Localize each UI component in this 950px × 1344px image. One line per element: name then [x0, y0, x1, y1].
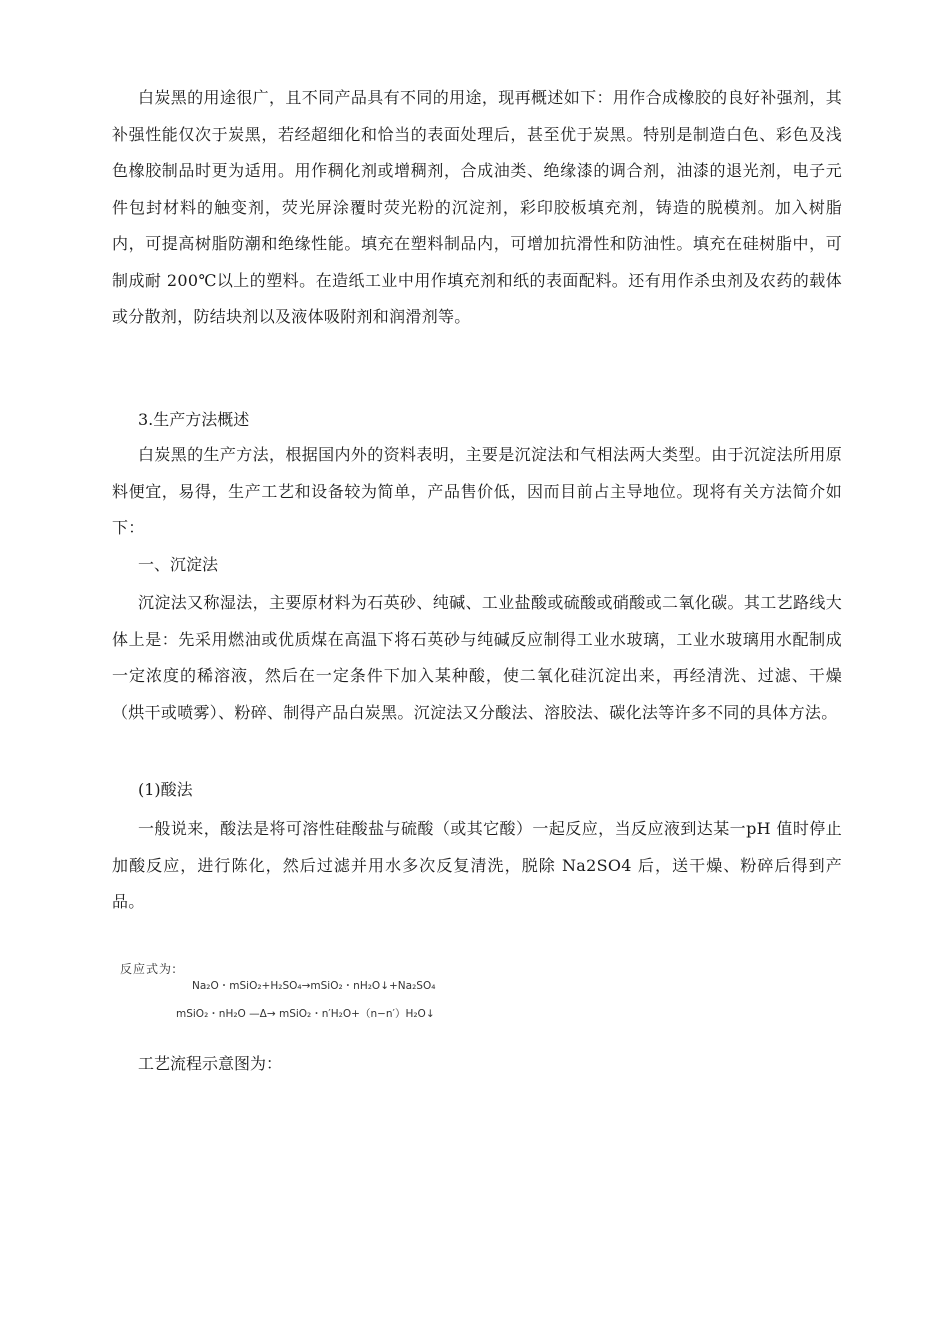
formula-label: 反应式为:: [120, 962, 178, 976]
formula-line-1: Na₂O・mSiO₂+H₂SO₄→mSiO₂・nH₂O↓+Na₂SO₄: [192, 980, 436, 992]
precipitation-paragraph: 沉淀法又称湿法，主要原材料为石英砂、纯碱、工业盐酸或硫酸或硝酸或二氧化碳。其工艺路线大体上是：先采用燃油或优质煤在高温下将石英砂与纯碱反应制得工业水玻璃，工业水玻璃用水配制成一定浓度的稀溶液，然后在一定条件下加入某种酸，使二氧化硅沉淀出来，再经清洗、过滤、干燥（烘干或喷雾）、粉碎、制得产品白炭黑。沉淀法又分酸法、溶胶法、碳化法等许多不同的具体方法。: [112, 593, 842, 722]
acid-method-paragraph: 一般说来，酸法是将可溶性硅酸盐与硫酸（或其它酸）一起反应，当反应液到达某一pH 值时停止加酸反应，进行陈化，然后过滤并用水多次反复清洗，脱除 Na2SO4 后，送干燥、粉碎后得到产品。: [112, 819, 842, 911]
precipitation-heading: 一、沉淀法: [138, 555, 219, 574]
flow-diagram-caption: 工艺流程示意图为：: [138, 1054, 283, 1073]
formula-line-2: mSiO₂・nH₂O —Δ→ mSiO₂・n′H₂O+（n−n′）H₂O↓: [176, 1008, 435, 1020]
uses-paragraph: 白炭黑的用途很广，且不同产品具有不同的用途，现再概述如下：用作合成橡胶的良好补强剂，其补强性能仅次于炭黑，若经超细化和恰当的表面处理后，甚至优于炭黑。特别是制造白色、彩色及浅色橡胶制品时更为适用。用作稠化剂或增稠剂，合成油类、绝缘漆的调合剂，油漆的退光剂，电子元件包封材料的触变剂，荧光屏涂覆时荧光粉的沉淀剂，彩印胶板填充剂，铸造的脱模剂。加入树脂内，可提高树脂防潮和绝缘性能。填充在塑料制品内，可增加抗滑性和防油性。填充在硅树脂中，可制成耐 200℃以上的塑料。在造纸工业中用作填充剂和纸的表面配料。还有用作杀虫剂及农药的载体或分散剂，防结块剂以及液体吸附剂和润滑剂等。: [112, 88, 842, 326]
reaction-formula-image: [116, 958, 476, 1028]
acid-method-heading: (1)酸法: [138, 780, 193, 799]
section-3-heading: 3.生产方法概述: [138, 410, 250, 429]
production-paragraph: 白炭黑的生产方法，根据国内外的资料表明，主要是沉淀法和气相法两大类型。由于沉淀法所用原料便宜，易得，生产工艺和设备较为简单，产品售价低，因而目前占主导地位。现将有关方法简介如下：: [112, 445, 842, 537]
